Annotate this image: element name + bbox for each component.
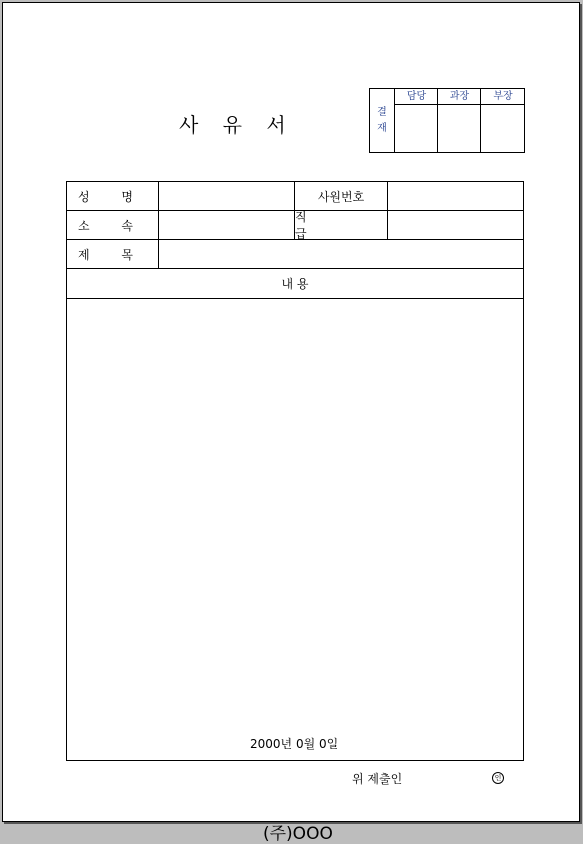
content-label: 내 용 xyxy=(67,269,523,299)
approval-col-label: 과장 xyxy=(438,89,481,105)
department-field[interactable] xyxy=(159,211,295,240)
approval-col-label: 부장 xyxy=(481,89,525,105)
department-label: 소 속 xyxy=(67,211,159,240)
rank-label: 직 급 xyxy=(295,211,388,240)
name-label: 성 명 xyxy=(67,182,159,211)
approval-col-label: 담당 xyxy=(395,89,438,105)
subject-label: 제 목 xyxy=(67,240,159,269)
rank-field[interactable] xyxy=(388,211,523,240)
name-field[interactable] xyxy=(159,182,295,211)
approval-col-staff xyxy=(394,89,438,152)
approval-side-label xyxy=(370,89,395,152)
approval-col-manager xyxy=(437,89,481,152)
document-date: 2000년 0월 0일 xyxy=(250,737,339,751)
approval-col-director xyxy=(480,89,525,152)
employee-no-label: 사원번호 xyxy=(295,182,388,211)
content-body[interactable] xyxy=(67,299,523,844)
seal-icon: 인 xyxy=(492,772,504,784)
company-name: (주)OOO xyxy=(263,824,333,844)
approval-box xyxy=(369,88,525,153)
approval-side-bottom: 재 xyxy=(377,122,387,134)
employee-no-field[interactable] xyxy=(388,182,523,211)
document-page xyxy=(2,2,580,844)
subject-field[interactable] xyxy=(159,240,523,269)
document-title: 사 유 서 xyxy=(179,113,295,137)
form-table xyxy=(66,181,524,844)
submitter-label: 위 제출인 xyxy=(352,772,403,786)
approval-side-top: 결 xyxy=(377,106,387,118)
